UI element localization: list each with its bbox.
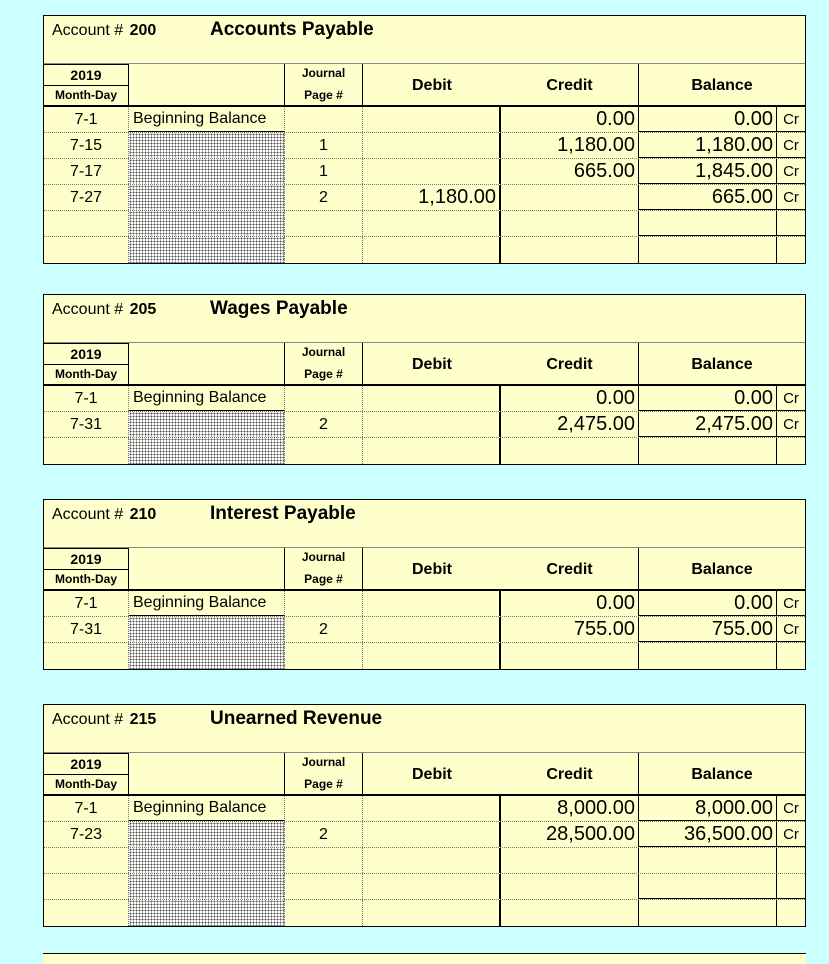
description-cell[interactable] bbox=[129, 412, 285, 437]
description-cell[interactable] bbox=[129, 643, 285, 669]
account-number-label: Account # 215 bbox=[52, 711, 157, 728]
journal-page-cell[interactable] bbox=[285, 591, 363, 616]
date-cell bbox=[44, 643, 129, 669]
balance-side-cell: Cr bbox=[777, 185, 805, 210]
balance-cell: 1,180.00 bbox=[639, 133, 777, 158]
ledger-header bbox=[44, 16, 805, 64]
balance-cell: 36,500.00 bbox=[639, 822, 777, 847]
date-cell bbox=[44, 848, 129, 873]
credit-cell[interactable] bbox=[501, 848, 639, 873]
ledger-row bbox=[44, 900, 805, 926]
date-cell: 7-27 bbox=[44, 185, 129, 210]
balance-cell: 665.00 bbox=[639, 185, 777, 210]
credit-cell[interactable]: 0.00 bbox=[501, 591, 639, 616]
credit-header: Credit bbox=[501, 753, 639, 794]
credit-header: Credit bbox=[501, 343, 639, 384]
ledger-header bbox=[44, 295, 805, 343]
date-cell: 7-1 bbox=[44, 591, 129, 616]
journal-page-cell[interactable] bbox=[285, 107, 363, 132]
journal-page-cell[interactable] bbox=[285, 386, 363, 411]
journal-page-header: Journal Page # bbox=[285, 548, 363, 589]
ledger-row bbox=[44, 133, 805, 159]
description-cell[interactable] bbox=[129, 211, 285, 236]
debit-cell[interactable] bbox=[363, 386, 501, 411]
journal-page-cell[interactable] bbox=[285, 796, 363, 821]
journal-page-cell[interactable] bbox=[285, 211, 363, 236]
credit-cell[interactable]: 665.00 bbox=[501, 159, 639, 184]
debit-cell[interactable] bbox=[363, 900, 501, 926]
balance-side-cell: Cr bbox=[777, 159, 805, 184]
ledger-row bbox=[44, 591, 805, 617]
description-cell[interactable]: Beginning Balance bbox=[129, 386, 285, 411]
ledger-account-205 bbox=[43, 294, 806, 465]
ledger-row bbox=[44, 107, 805, 133]
account-number: 210 bbox=[129, 506, 157, 523]
ledger-rows bbox=[44, 386, 805, 464]
balance-side-cell bbox=[777, 643, 805, 669]
balance-cell: 0.00 bbox=[639, 107, 777, 132]
description-cell[interactable]: Beginning Balance bbox=[129, 796, 285, 821]
balance-side-cell: Cr bbox=[777, 822, 805, 847]
ledger-row bbox=[44, 211, 805, 237]
account-name: Wages Payable bbox=[210, 298, 348, 319]
debit-cell[interactable] bbox=[363, 438, 501, 464]
debit-cell[interactable] bbox=[363, 107, 501, 132]
description-cell[interactable] bbox=[129, 185, 285, 210]
year-header: 2019 Month-Day bbox=[44, 64, 129, 105]
debit-cell[interactable] bbox=[363, 617, 501, 642]
ledger-rows bbox=[44, 107, 805, 263]
date-cell: 7-15 bbox=[44, 133, 129, 158]
account-name: Unearned Revenue bbox=[210, 708, 383, 729]
debit-header: Debit bbox=[412, 356, 452, 373]
ledger-row bbox=[44, 822, 805, 848]
credit-cell[interactable] bbox=[501, 211, 639, 236]
balance-side-cell: Cr bbox=[777, 591, 805, 616]
journal-page-cell[interactable] bbox=[285, 874, 363, 899]
column-headers bbox=[44, 343, 805, 386]
balance-cell bbox=[639, 643, 777, 669]
ledger-rows bbox=[44, 796, 805, 926]
balance-header: Balance bbox=[691, 561, 753, 578]
credit-cell[interactable] bbox=[501, 874, 639, 899]
ledger-row bbox=[44, 643, 805, 669]
journal-page-cell[interactable]: 2 bbox=[285, 412, 363, 437]
balance-side-cell bbox=[777, 848, 805, 873]
balance-side-cell: Cr bbox=[777, 412, 805, 437]
date-cell: 7-31 bbox=[44, 412, 129, 437]
journal-page-cell[interactable] bbox=[285, 438, 363, 464]
date-cell: 7-1 bbox=[44, 796, 129, 821]
credit-header: Credit bbox=[501, 64, 639, 105]
balance-side-cell bbox=[777, 874, 805, 899]
credit-cell[interactable]: 28,500.00 bbox=[501, 822, 639, 847]
journal-page-cell[interactable]: 1 bbox=[285, 159, 363, 184]
description-cell[interactable] bbox=[129, 617, 285, 642]
journal-page-cell[interactable] bbox=[285, 237, 363, 263]
balance-cell: 0.00 bbox=[639, 386, 777, 411]
ledger-row bbox=[44, 438, 805, 464]
year-header: 2019 Month-Day bbox=[44, 343, 129, 384]
date-cell bbox=[44, 211, 129, 236]
balance-cell: 2,475.00 bbox=[639, 412, 777, 437]
debit-cell[interactable] bbox=[363, 874, 501, 899]
journal-page-cell[interactable] bbox=[285, 848, 363, 873]
journal-page-cell[interactable]: 2 bbox=[285, 822, 363, 847]
debit-cell[interactable] bbox=[363, 796, 501, 821]
credit-cell[interactable]: 0.00 bbox=[501, 386, 639, 411]
description-cell[interactable] bbox=[129, 900, 285, 926]
ledger-row bbox=[44, 237, 805, 263]
account-number: 215 bbox=[129, 711, 157, 728]
balance-cell bbox=[639, 874, 777, 899]
balance-header: Balance bbox=[691, 356, 753, 373]
journal-page-cell[interactable] bbox=[285, 900, 363, 926]
debit-cell[interactable] bbox=[363, 237, 501, 263]
credit-cell[interactable]: 0.00 bbox=[501, 107, 639, 132]
balance-cell: 755.00 bbox=[639, 617, 777, 642]
date-cell bbox=[44, 237, 129, 263]
debit-cell[interactable] bbox=[363, 848, 501, 873]
column-headers bbox=[44, 64, 805, 107]
description-cell[interactable] bbox=[129, 848, 285, 873]
balance-side-cell: Cr bbox=[777, 617, 805, 642]
account-name: Accounts Payable bbox=[210, 19, 374, 40]
debit-cell[interactable] bbox=[363, 412, 501, 437]
balance-cell bbox=[639, 848, 777, 873]
credit-cell[interactable]: 755.00 bbox=[501, 617, 639, 642]
debit-cell[interactable] bbox=[363, 159, 501, 184]
credit-cell[interactable] bbox=[501, 237, 639, 263]
credit-cell[interactable]: 8,000.00 bbox=[501, 796, 639, 821]
date-cell bbox=[44, 874, 129, 899]
date-cell: 7-1 bbox=[44, 107, 129, 132]
ledger-row bbox=[44, 874, 805, 900]
column-headers bbox=[44, 753, 805, 796]
balance-cell bbox=[639, 900, 777, 926]
description-cell[interactable] bbox=[129, 237, 285, 263]
ledger-row bbox=[44, 796, 805, 822]
account-name: Interest Payable bbox=[210, 503, 356, 524]
debit-cell[interactable] bbox=[363, 211, 501, 236]
ledger-account-210 bbox=[43, 499, 806, 670]
year-header: 2019 Month-Day bbox=[44, 548, 129, 589]
description-cell[interactable]: Beginning Balance bbox=[129, 107, 285, 132]
debit-cell[interactable]: 1,180.00 bbox=[363, 185, 501, 210]
credit-cell[interactable]: 1,180.00 bbox=[501, 133, 639, 158]
account-number: 205 bbox=[129, 301, 157, 318]
date-cell bbox=[44, 438, 129, 464]
balance-header: Balance bbox=[691, 766, 753, 783]
date-cell: 7-23 bbox=[44, 822, 129, 847]
description-cell[interactable]: Beginning Balance bbox=[129, 591, 285, 616]
date-cell: 7-17 bbox=[44, 159, 129, 184]
balance-side-cell: Cr bbox=[777, 796, 805, 821]
balance-header: Balance bbox=[691, 77, 753, 94]
ledger-header bbox=[44, 705, 805, 753]
debit-cell[interactable] bbox=[363, 643, 501, 669]
credit-cell[interactable] bbox=[501, 900, 639, 926]
next-ledger-edge bbox=[43, 953, 806, 964]
balance-side-cell bbox=[777, 900, 805, 926]
journal-page-cell[interactable] bbox=[285, 643, 363, 669]
description-cell[interactable] bbox=[129, 159, 285, 184]
description-cell[interactable] bbox=[129, 874, 285, 899]
ledger-account-215 bbox=[43, 704, 806, 927]
journal-page-header: Journal Page # bbox=[285, 343, 363, 384]
balance-side-cell: Cr bbox=[777, 107, 805, 132]
balance-side-cell: Cr bbox=[777, 133, 805, 158]
column-headers bbox=[44, 548, 805, 591]
debit-cell[interactable] bbox=[363, 822, 501, 847]
balance-cell bbox=[639, 438, 777, 464]
journal-page-header: Journal Page # bbox=[285, 753, 363, 794]
credit-cell[interactable] bbox=[501, 185, 639, 210]
account-number-label: Account # 205 bbox=[52, 301, 157, 318]
debit-header: Debit bbox=[412, 561, 452, 578]
balance-side-cell bbox=[777, 211, 805, 236]
ledger-row bbox=[44, 185, 805, 211]
credit-cell[interactable] bbox=[501, 438, 639, 464]
ledger-row bbox=[44, 412, 805, 438]
balance-side-cell bbox=[777, 438, 805, 464]
balance-cell: 1,845.00 bbox=[639, 159, 777, 184]
year-header: 2019 Month-Day bbox=[44, 753, 129, 794]
journal-page-cell[interactable]: 2 bbox=[285, 185, 363, 210]
balance-side-cell: Cr bbox=[777, 386, 805, 411]
journal-page-cell[interactable]: 2 bbox=[285, 617, 363, 642]
balance-cell bbox=[639, 211, 777, 236]
ledger-row bbox=[44, 386, 805, 412]
ledger-rows bbox=[44, 591, 805, 669]
ledger-row bbox=[44, 848, 805, 874]
ledger-row bbox=[44, 159, 805, 185]
debit-cell[interactable] bbox=[363, 591, 501, 616]
date-cell bbox=[44, 900, 129, 926]
debit-header: Debit bbox=[412, 766, 452, 783]
balance-cell: 8,000.00 bbox=[639, 796, 777, 821]
credit-cell[interactable]: 2,475.00 bbox=[501, 412, 639, 437]
journal-page-cell[interactable]: 1 bbox=[285, 133, 363, 158]
description-cell[interactable] bbox=[129, 438, 285, 464]
debit-cell[interactable] bbox=[363, 133, 501, 158]
ledger-row bbox=[44, 617, 805, 643]
balance-cell: 0.00 bbox=[639, 591, 777, 616]
journal-page-header: Journal Page # bbox=[285, 64, 363, 105]
credit-header: Credit bbox=[501, 548, 639, 589]
account-number-label: Account # 210 bbox=[52, 506, 157, 523]
balance-side-cell bbox=[777, 237, 805, 263]
credit-cell[interactable] bbox=[501, 643, 639, 669]
description-cell[interactable] bbox=[129, 133, 285, 158]
description-cell[interactable] bbox=[129, 822, 285, 847]
ledger-account-200 bbox=[43, 15, 806, 264]
account-number-label: Account # 200 bbox=[52, 22, 157, 39]
date-cell: 7-31 bbox=[44, 617, 129, 642]
balance-cell bbox=[639, 237, 777, 263]
debit-header: Debit bbox=[412, 77, 452, 94]
ledger-header bbox=[44, 500, 805, 548]
date-cell: 7-1 bbox=[44, 386, 129, 411]
account-number: 200 bbox=[129, 22, 157, 39]
